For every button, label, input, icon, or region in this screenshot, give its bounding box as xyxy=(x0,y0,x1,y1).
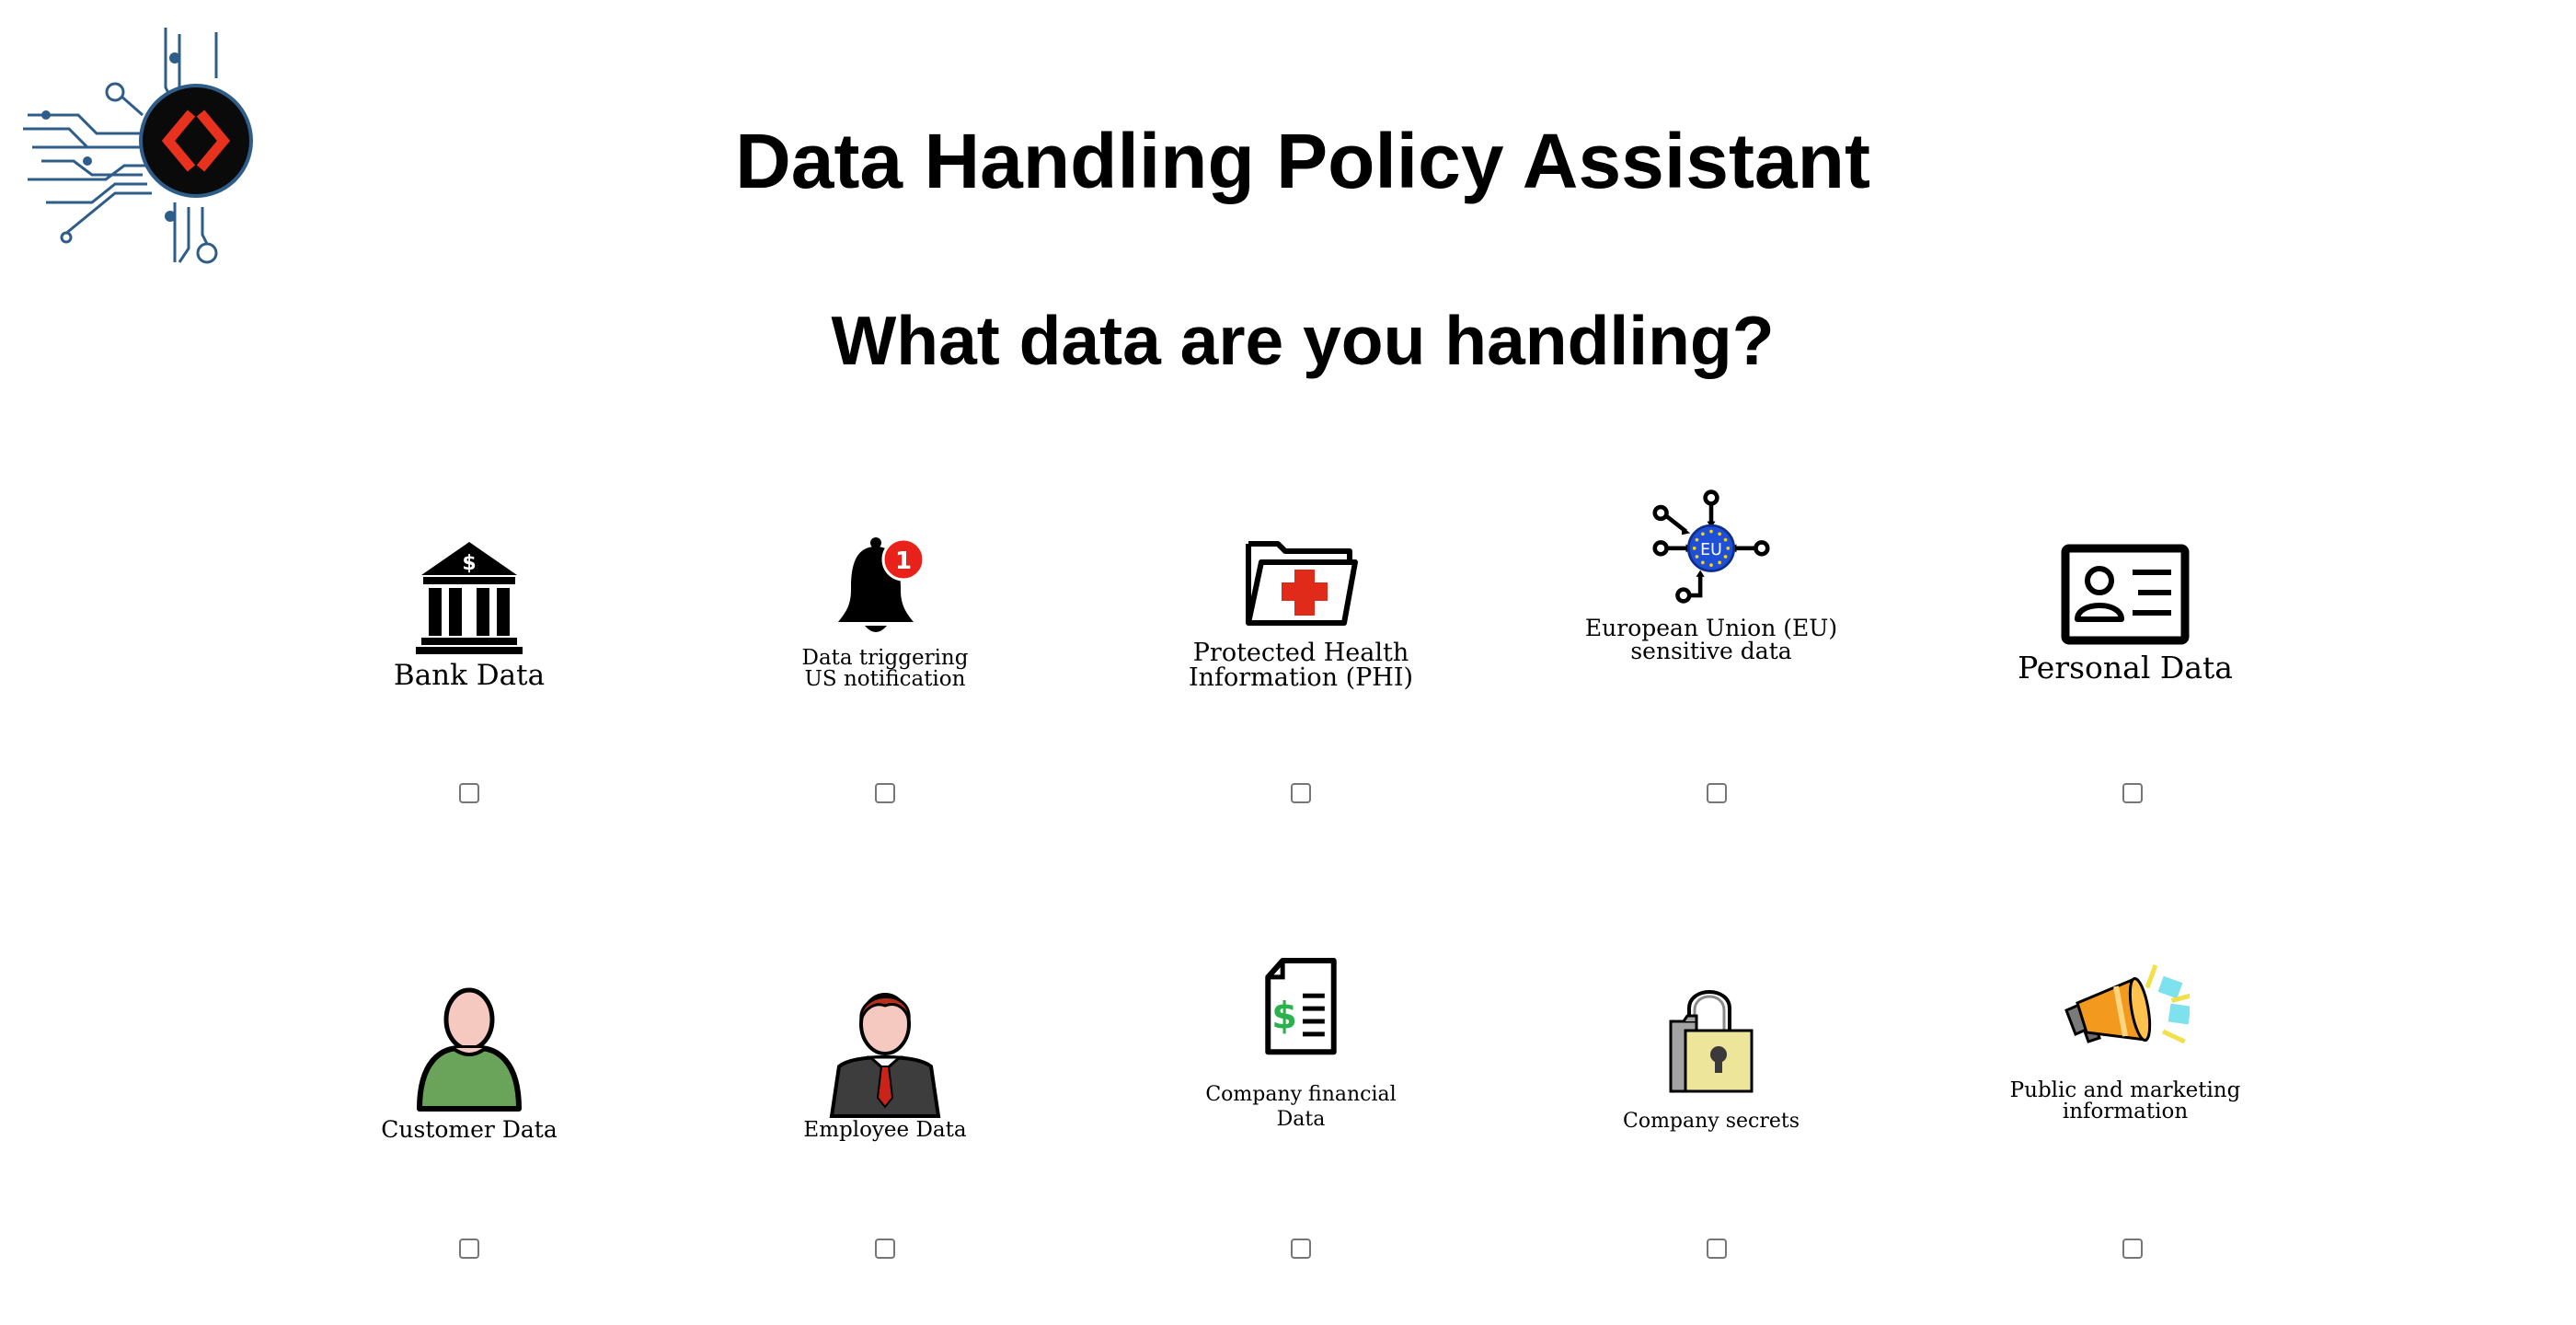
page-subtitle: What data are you handling? xyxy=(831,302,1775,379)
option-card-financial xyxy=(1154,957,1448,1132)
checkbox-secrets[interactable] xyxy=(1707,1239,1727,1259)
checkbox-eu[interactable] xyxy=(1707,783,1727,803)
option-card-customer xyxy=(322,966,616,1141)
option-label-customer: Customer Data xyxy=(381,1116,558,1143)
medical-folder-icon xyxy=(1241,535,1361,631)
option-label-financial: Company financial Data xyxy=(1205,1083,1397,1131)
option-label-employee: Employee Data xyxy=(803,1118,967,1142)
padlock-folder-icon xyxy=(1665,979,1757,1095)
checkbox-bank[interactable] xyxy=(459,783,479,803)
megaphone-icon xyxy=(2061,959,2190,1069)
option-label-phi: Protected Health Information (PHI) xyxy=(1188,639,1414,692)
eu-badge-text: EU xyxy=(1700,541,1722,560)
option-card-eu xyxy=(1564,488,1858,662)
option-label-secrets: Company secrets xyxy=(1622,1110,1800,1133)
employee-person-icon xyxy=(821,978,949,1118)
option-card-phi xyxy=(1154,515,1448,690)
checkbox-us-notification[interactable] xyxy=(875,783,895,803)
financial-document-icon xyxy=(1262,957,1340,1055)
option-card-us-notification xyxy=(738,515,1032,690)
option-label-eu: European Union (EU) sensitive data xyxy=(1584,615,1838,664)
checkbox-public[interactable] xyxy=(2122,1239,2143,1259)
option-card-employee xyxy=(738,966,1032,1141)
svg-text:$: $ xyxy=(462,552,477,575)
option-label-public: Public and marketing information xyxy=(2009,1078,2241,1123)
checkbox-personal[interactable] xyxy=(2122,783,2143,803)
checkbox-employee[interactable] xyxy=(875,1239,895,1259)
checkbox-phi[interactable] xyxy=(1291,783,1311,803)
option-label-bank: Bank Data xyxy=(393,659,546,692)
notification-badge-count: 1 xyxy=(894,547,913,575)
bank-icon xyxy=(414,536,524,656)
page-title: Data Handling Policy Assistant xyxy=(735,118,1870,204)
eu-network-icon xyxy=(1642,488,1780,605)
checkbox-customer[interactable] xyxy=(459,1239,479,1259)
option-card-bank xyxy=(322,515,616,690)
option-label-us-notification: Data triggering US notification xyxy=(801,646,969,691)
option-card-public xyxy=(1978,948,2272,1123)
option-label-personal: Personal Data xyxy=(2018,650,2233,686)
option-card-secrets xyxy=(1564,957,1858,1132)
bell-notification-icon xyxy=(834,530,936,640)
customer-person-icon xyxy=(414,987,524,1114)
checkbox-financial[interactable] xyxy=(1291,1239,1311,1259)
svg-text:$: $ xyxy=(1271,995,1297,1038)
id-card-icon xyxy=(2061,544,2190,645)
option-card-personal xyxy=(1978,508,2272,686)
